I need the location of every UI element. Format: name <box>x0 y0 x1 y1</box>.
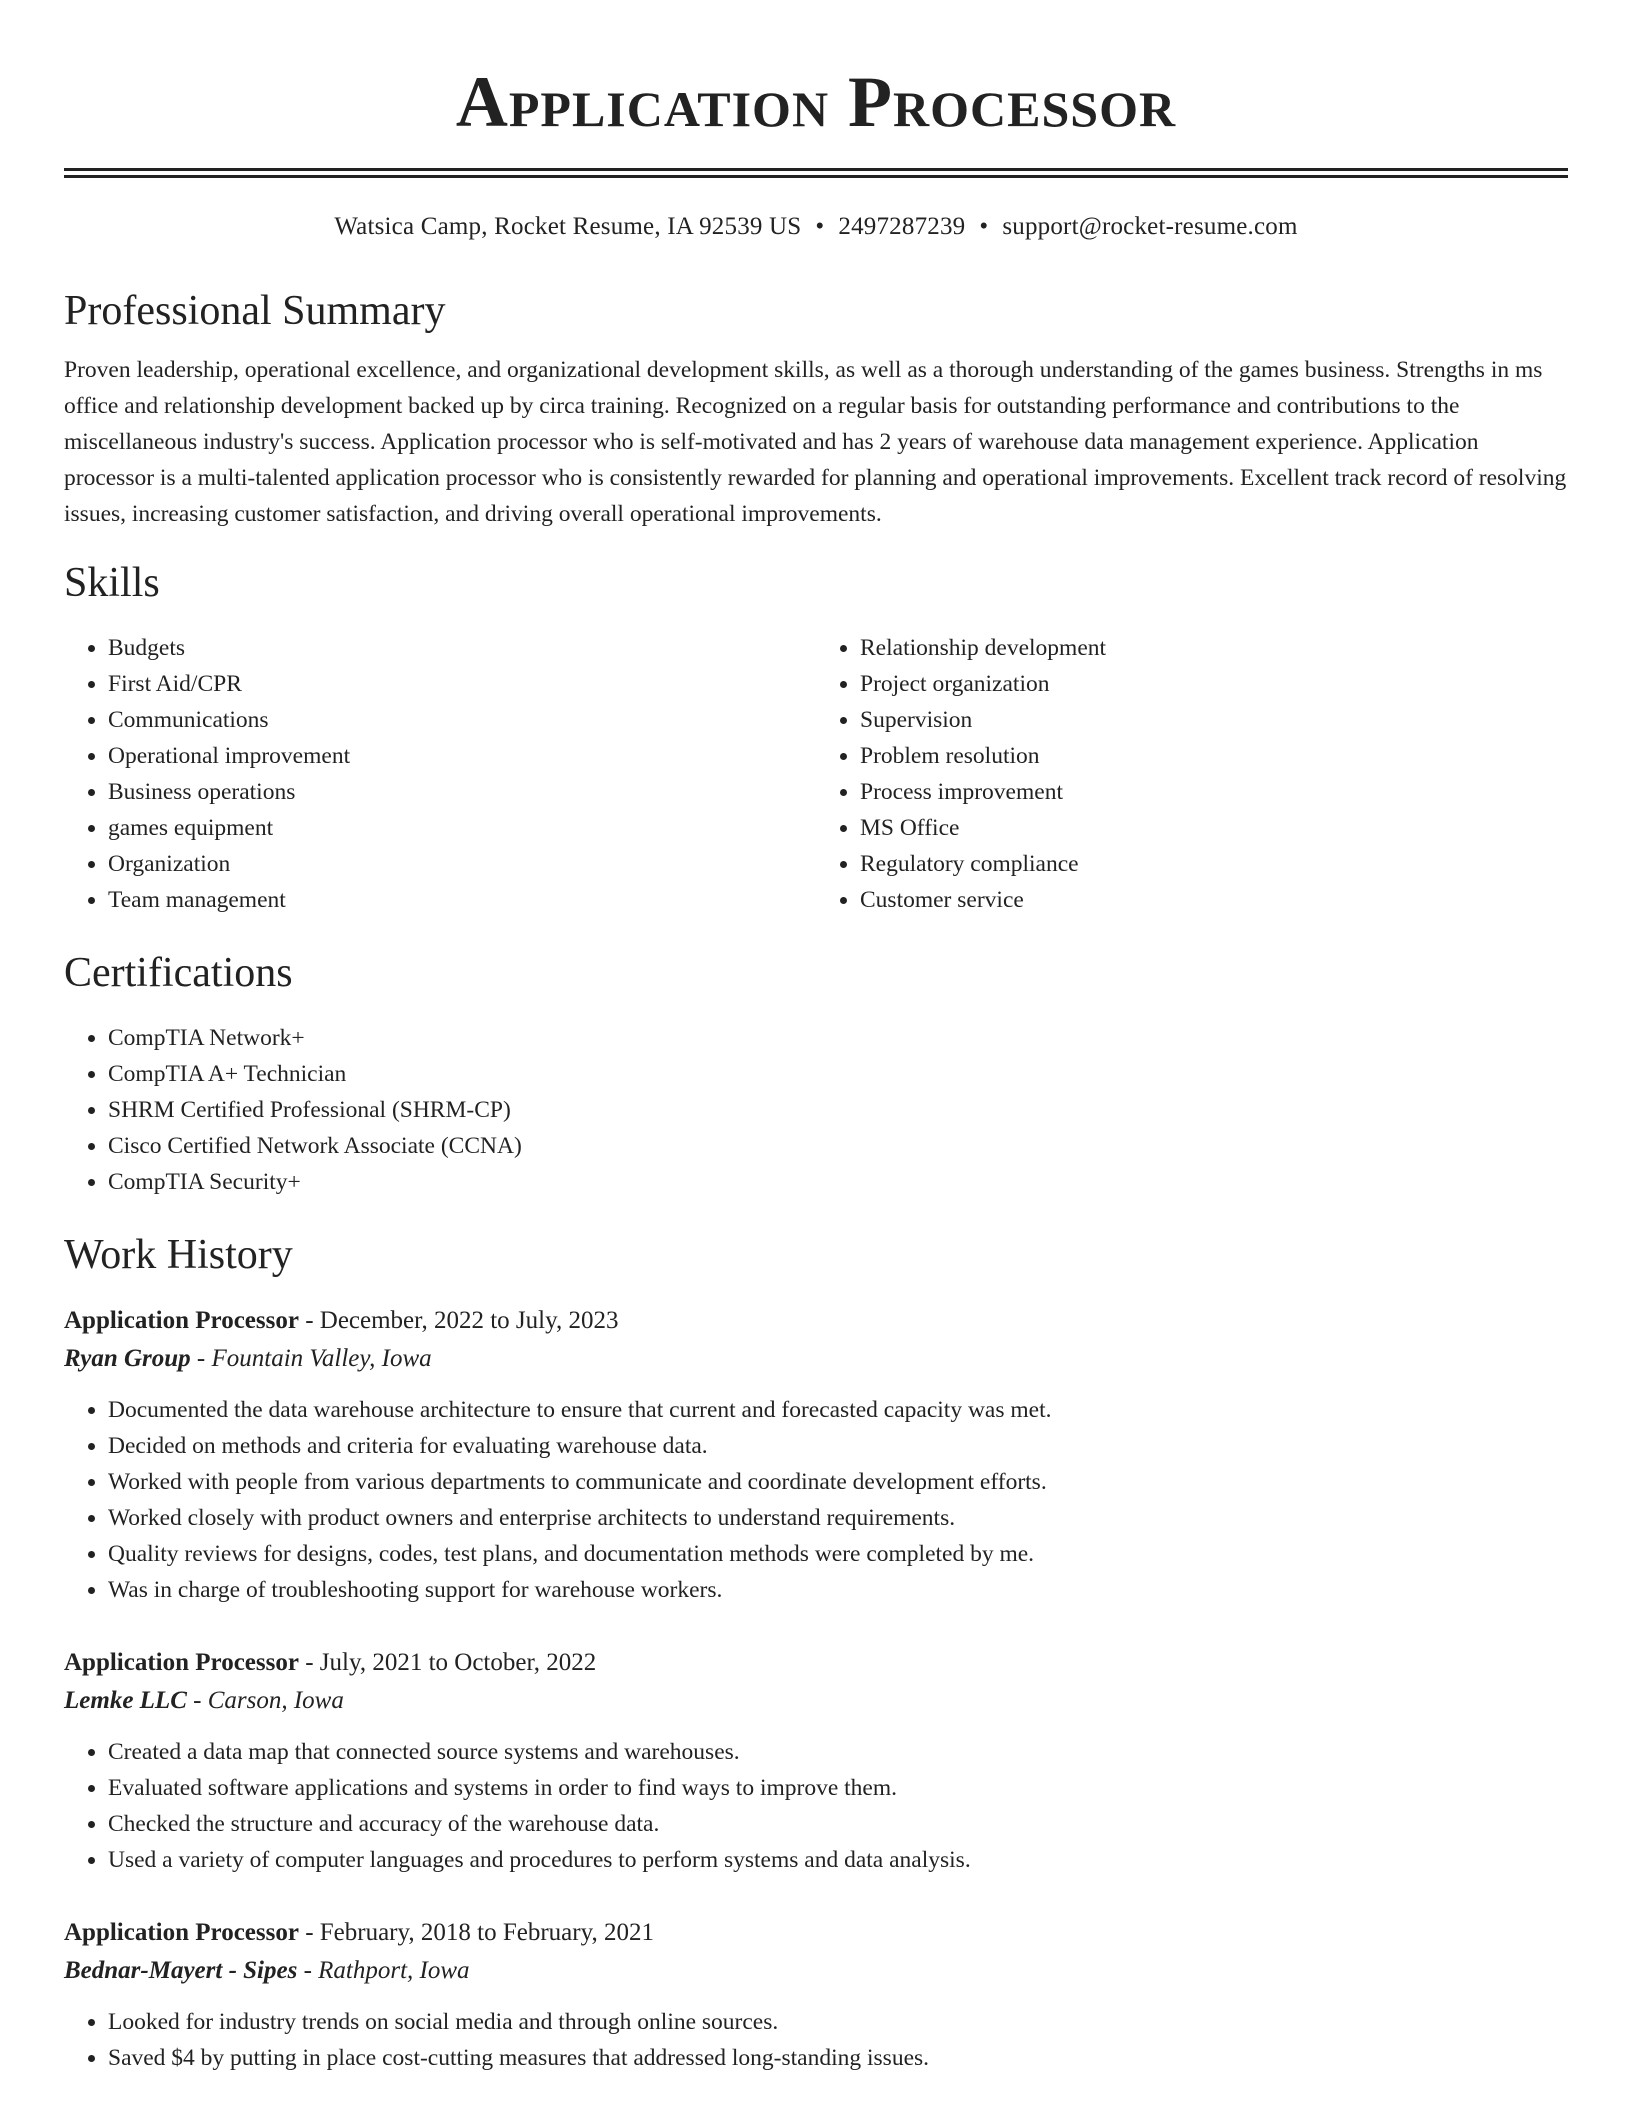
skill-item: • Communications <box>108 702 816 738</box>
certifications-list <box>64 1020 1568 1200</box>
job-company-line <box>64 1682 1568 1720</box>
skill-item: • Customer service <box>860 882 1568 918</box>
job-header <box>64 1644 1568 1682</box>
contact-line <box>64 212 1568 242</box>
certification-item: • CompTIA A+ Technician <box>108 1056 1568 1092</box>
company-location: - Fountain Valley, Iowa <box>190 1345 432 1372</box>
job-bullets <box>64 2004 1568 2076</box>
skill-item: • Project organization <box>860 666 1568 702</box>
contact-separator: • <box>979 213 989 240</box>
job-header <box>64 1302 1568 1340</box>
skills-list-left <box>64 630 816 918</box>
job-dates: - July, 2021 to October, 2022 <box>298 1649 597 1676</box>
skill-item: • Team management <box>108 882 816 918</box>
job-entry <box>64 1914 1568 2076</box>
job-bullet: • Used a variety of computer languages and procedures to perform systems and data analysis. <box>108 1842 1568 1878</box>
contact-separator: • <box>815 213 825 240</box>
skills-list-right <box>816 630 1568 918</box>
summary-text: Proven leadership, operational excellence, and organizational development skills, as well as a thorough understanding of the games business. Strengths in ms office and relationship development backed up by circa training. Recognized on a regular basis for outstanding performance and contributions to the miscellaneous industry's success. Application processor who is self-motivated and has 2 years of warehouse data management experience. Application processor is a multi-talented application processor who is consistently rewarded for planning and operational improvements. Excellent track record of resolving issues, increasing customer satisfaction, and driving overall operational improvements. <box>64 357 1567 527</box>
skill-item: • Supervision <box>860 702 1568 738</box>
job-bullet: • Documented the data warehouse architecture to ensure that current and forecasted capacity was met. <box>108 1392 1568 1428</box>
skill-item: • Budgets <box>108 630 816 666</box>
job-bullet: • Decided on methods and criteria for evaluating warehouse data. <box>108 1428 1568 1464</box>
job-dates: - February, 2018 to February, 2021 <box>298 1919 654 1946</box>
job-bullet: • Looked for industry trends on social media and through online sources. <box>108 2004 1568 2040</box>
skill-item: • MS Office <box>860 810 1568 846</box>
job-bullet: • Worked with people from various departments to communicate and coordinate development efforts. <box>108 1464 1568 1500</box>
certification-item: • SHRM Certified Professional (SHRM-CP) <box>108 1092 1568 1128</box>
company-location: - Rathport, Iowa <box>297 1957 470 1984</box>
job-bullet: • Quality reviews for designs, codes, test plans, and documentation methods were completed by me. <box>108 1536 1568 1572</box>
company-name: Ryan Group <box>64 1345 191 1372</box>
job-header <box>64 1914 1568 1952</box>
job-entry <box>64 1302 1568 1608</box>
job-dates: - December, 2022 to July, 2023 <box>298 1307 619 1334</box>
job-company-line <box>64 1340 1568 1378</box>
job-title: Application Processor <box>64 1919 299 1946</box>
skill-item: • First Aid/CPR <box>108 666 816 702</box>
job-bullet: • Evaluated software applications and systems in order to find ways to improve them. <box>108 1770 1568 1806</box>
job-bullet: • Was in charge of troubleshooting support for warehouse workers. <box>108 1572 1568 1608</box>
header-double-rule <box>64 168 1568 178</box>
company-name: Lemke LLC <box>64 1687 187 1714</box>
certifications-heading: Certifications <box>64 950 293 996</box>
job-title: Application Processor <box>64 1649 299 1676</box>
skill-item: • Regulatory compliance <box>860 846 1568 882</box>
skills-heading: Skills <box>64 560 160 606</box>
summary-heading: Professional Summary <box>64 288 446 334</box>
skill-item: • Process improvement <box>860 774 1568 810</box>
job-bullets <box>64 1734 1568 1878</box>
job-bullet: • Created a data map that connected source systems and warehouses. <box>108 1734 1568 1770</box>
certification-item: • Cisco Certified Network Associate (CCNA) <box>108 1128 1568 1164</box>
job-entry <box>64 1644 1568 1878</box>
certification-item: • CompTIA Security+ <box>108 1164 1568 1200</box>
skill-item: • Relationship development <box>860 630 1568 666</box>
skills-columns <box>64 630 1568 918</box>
skill-item: • Business operations <box>108 774 816 810</box>
job-company-line <box>64 1952 1568 1990</box>
job-bullet: • Saved $4 by putting in place cost-cutting measures that addressed long-standing issues. <box>108 2040 1568 2076</box>
contact-address: Watsica Camp, Rocket Resume, IA 92539 US <box>334 213 802 240</box>
job-bullets <box>64 1392 1568 1608</box>
company-name: Bednar-Mayert - Sipes <box>64 1957 298 1984</box>
resume-name: Application Processor <box>455 62 1177 142</box>
company-location: - Carson, Iowa <box>186 1687 344 1714</box>
skill-item: • Operational improvement <box>108 738 816 774</box>
skill-item: • games equipment <box>108 810 816 846</box>
job-bullet: • Checked the structure and accuracy of the warehouse data. <box>108 1806 1568 1842</box>
skill-item: • Problem resolution <box>860 738 1568 774</box>
skill-item: • Organization <box>108 846 816 882</box>
contact-email: support@rocket-resume.com <box>1002 213 1298 240</box>
work-history-heading: Work History <box>64 1232 293 1278</box>
job-bullet: • Worked closely with product owners and enterprise architects to understand requirements. <box>108 1500 1568 1536</box>
contact-phone: 2497287239 <box>838 213 966 240</box>
job-title: Application Processor <box>64 1307 299 1334</box>
certification-item: • CompTIA Network+ <box>108 1020 1568 1056</box>
